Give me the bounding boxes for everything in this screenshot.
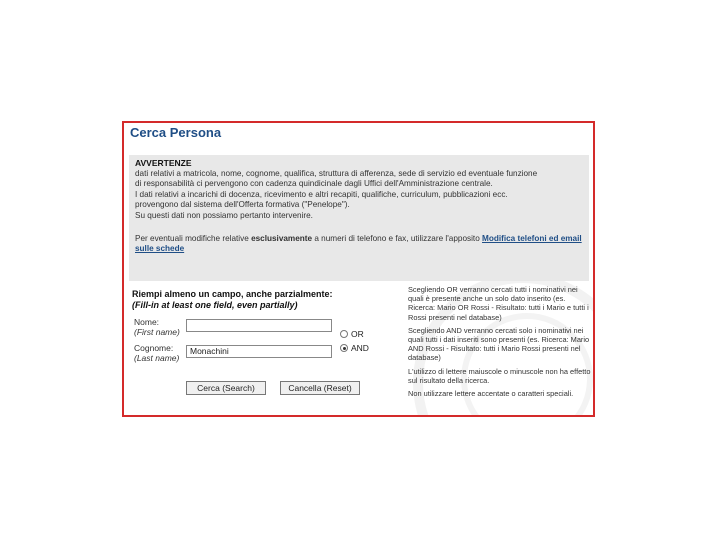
radio-and-label: AND xyxy=(351,343,369,353)
notice-box xyxy=(129,155,589,281)
notice-heading: AVVERTENZE xyxy=(135,158,192,168)
form-subtitle: (Fill-in at least one field, even partially) xyxy=(132,300,298,310)
form-instructions xyxy=(132,289,402,311)
radio-or-option[interactable] xyxy=(340,329,364,339)
help-accent: Non utilizzare lettere accentate o caratteri speciali. xyxy=(408,389,574,399)
surname-label-it: Cognome: xyxy=(134,343,174,353)
edit-phones-link[interactable]: Modifica telefoni ed email sulle schede xyxy=(135,233,582,254)
surname-label-en: (Last name) xyxy=(134,353,180,363)
radio-and-option[interactable] xyxy=(340,343,369,353)
reset-button[interactable]: Cancella (Reset) xyxy=(280,381,360,395)
radio-or-label: OR xyxy=(351,329,364,339)
surname-input[interactable]: Monachini xyxy=(186,345,332,358)
page-title: Cerca Persona xyxy=(130,125,222,140)
search-panel xyxy=(122,121,595,417)
notice-bottom xyxy=(135,234,583,255)
search-form xyxy=(132,289,402,409)
name-label xyxy=(134,317,180,337)
help-or: Scegliendo OR verranno cercati tutti i nominativi nei quali è presente anche un solo dato inserito (es. Ricerca: Mario OR Rossi - Risultato: tutti i Mario e tutti i Rossi presenti nel database) xyxy=(408,285,589,322)
form-title: Riempi almeno un campo, anche parzialmente: xyxy=(132,289,333,299)
notice-line: di responsabilità ci pervengono con cadenza quindicinale dagli Uffici dell'Amministrazione centrale. xyxy=(135,179,493,189)
notice-bottom-prefix: Per eventuali modifiche relative xyxy=(135,233,252,243)
name-label-en: (First name) xyxy=(134,327,180,337)
help-and: Scegliendo AND verranno cercati solo i nominativi nei quali tutti i dati inseriti sono presenti (es. Ricerca: Mario AND Rossi - Risultato: tutti i Mario Rossi presenti nel database) xyxy=(408,325,590,363)
notice-bottom-suffix: a numeri di telefono e fax, utilizzare l'apposito xyxy=(312,233,483,243)
radio-or[interactable] xyxy=(340,330,348,338)
search-help xyxy=(408,285,592,402)
name-label-it: Nome: xyxy=(134,317,160,327)
surname-label xyxy=(134,343,179,363)
search-button[interactable]: Cerca (Search) xyxy=(186,381,266,395)
notice-bottom-bold: esclusivamente xyxy=(251,233,313,243)
radio-and[interactable] xyxy=(340,344,348,352)
name-input[interactable] xyxy=(186,319,332,332)
notice-line: provengono dal sistema dell'Offerta formativa ("Penelope"). xyxy=(135,200,350,210)
notice-line: Su questi dati non possiamo pertanto intervenire. xyxy=(135,210,313,220)
notice-line: dati relativi a matricola, nome, cognome, qualifica, struttura di afferenza, sede di servizio ed eventuale funzione xyxy=(135,168,538,178)
notice-line: I dati relativi a incarichi di docenza, ricevimento e altri recapiti, qualifiche, curriculum, pubblicazioni ecc. xyxy=(135,189,508,199)
help-case: L'utilizzo di lettere maiuscole o minuscole non ha effetto sul risultato della ricerca. xyxy=(408,366,591,385)
